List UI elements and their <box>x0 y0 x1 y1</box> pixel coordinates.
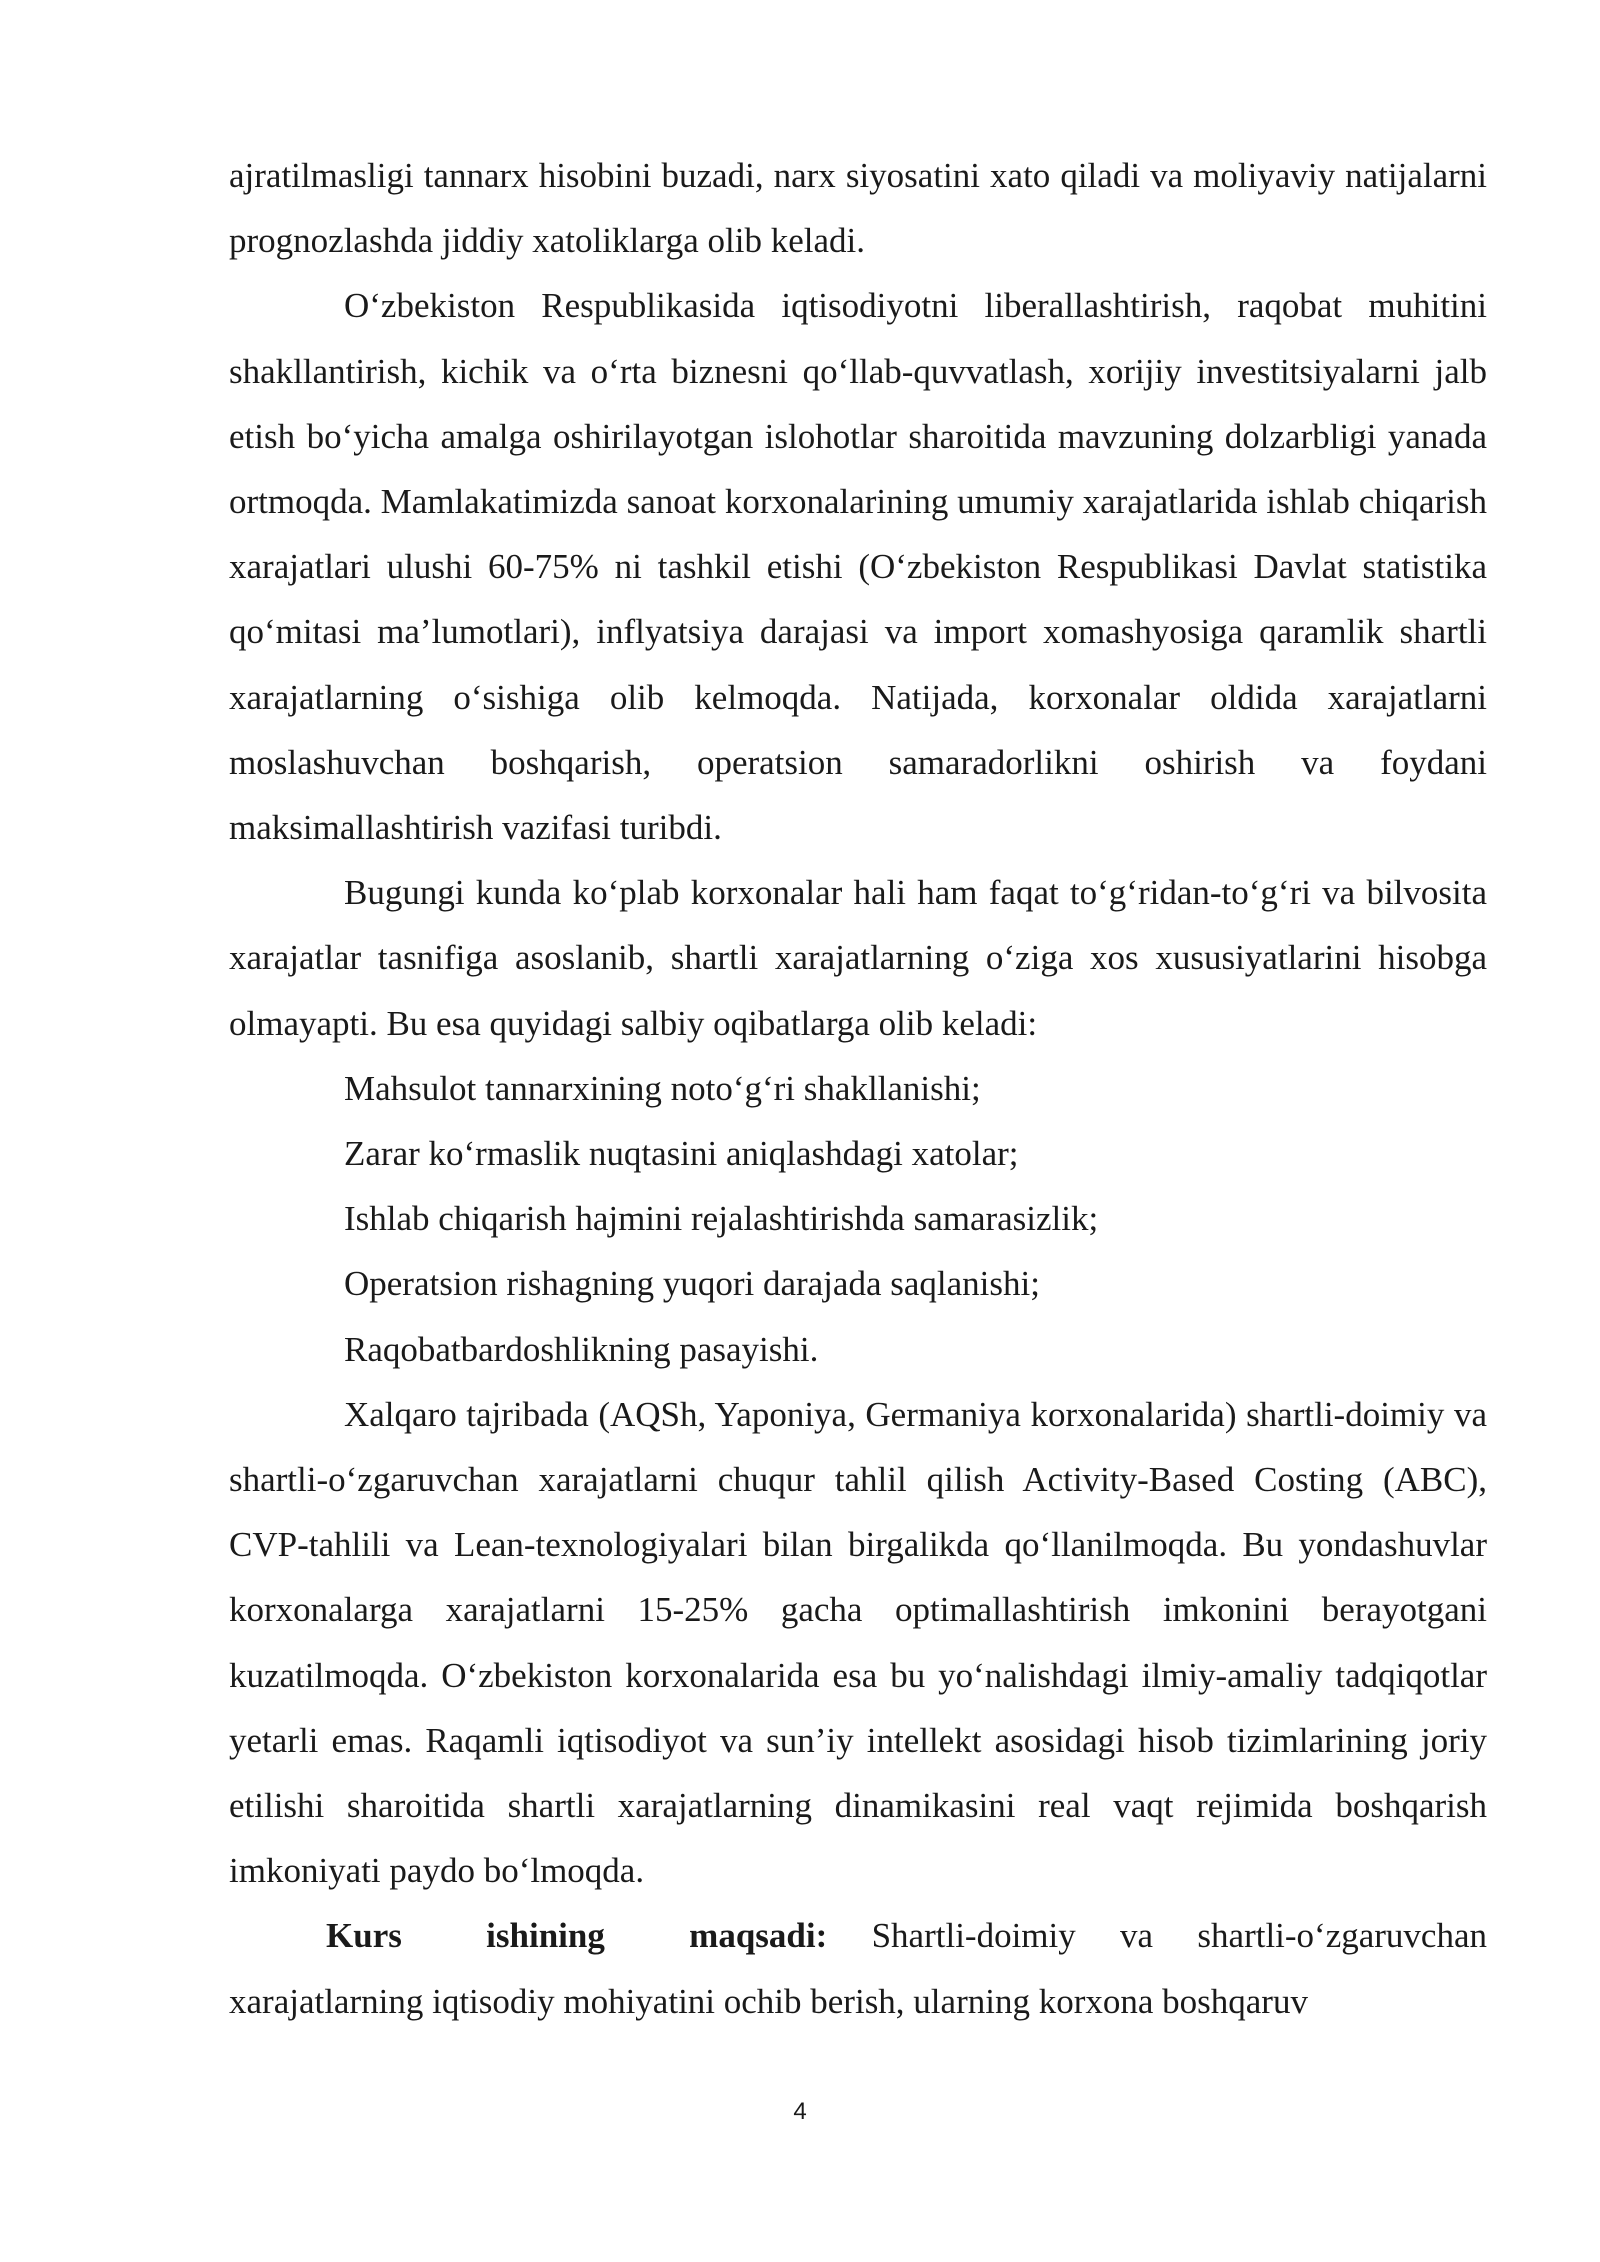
objective-heading: Kurs ishining maqsadi: <box>326 1916 828 1956</box>
list-item: Raqobatbardoshlikning pasayishi. <box>344 1329 819 1369</box>
objective-text: Shartli-doimiy va shartli-o‘zgaruvchan xarajatlarning iqtisodiy mohiyatini ochib berish, ularning korxona boshqaruv <box>229 1916 1487 2021</box>
list-item: Zarar ko‘rmaslik nuqtasini aniqlashdagi xatolar; <box>344 1134 1019 1174</box>
paragraph-international-experience: Xalqaro tajribada (AQSh, Yaponiya, Germaniya korxonalarida) shartli-doimiy va shartli-o‘zgaruvchan xarajatlarni chuqur tahlil qilish Activity-Based Costing (ABC), CVP-tahlili va Lean-texnologiyalari bilan birgalikda qo‘llanilmoqda. Bu yondashuvlar korxonalarga xarajatlarni 15-25% gacha optimallashtirish imkonini berayotgani kuzatilmoqda. O‘zbekiston korxonalarida esa bu yo‘nalishdagi ilmiy-amaliy tadqiqotlar yetarli emas. Raqamli iqtisodiyot va sun’iy intellekt asosidagi hisob tizimlarining joriy etilishi sharoitida shartli xarajatlarning dinamikasini real vaqt rejimida boshqarish imkoniyati paydo bo‘lmoqda. <box>229 1394 1487 1891</box>
list-item: Ishlab chiqarish hajmini rejalashtirishda samarasizlik; <box>344 1199 1099 1239</box>
document-body <box>229 143 1487 2034</box>
list-item: Operatsion rishagning yuqori darajada saqlanishi; <box>344 1264 1040 1304</box>
list-item: Mahsulot tannarxining noto‘g‘ri shakllanishi; <box>344 1068 981 1108</box>
paragraph-problem: Bugungi kunda ko‘plab korxonalar hali ham faqat to‘g‘ridan-to‘g‘ri va bilvosita xarajatlar tasnifiga asoslanib, shartli xarajatlarning o‘ziga xos xususiyatlarini hisobga olmayapti. Bu esa quyidagi salbiy oqibatlarga olib keladi: <box>229 873 1487 1043</box>
paragraph-relevance: O‘zbekiston Respublikasida iqtisodiyotni liberallashtirish, raqobat muhitini shakllantirish, kichik va o‘rta biznesni qo‘llab-quvvatlash, xorijiy investitsiyalarni jalb etish bo‘yicha amalga oshirilayotgan islohotlar sharoitida mavzuning dolzarbligi yanada ortmoqda. Mamlakatimizda sanoat korxonalarining umumiy xarajatlarida ishlab chiqarish xarajatlari ulushi 60-75% ni tashkil etishi (O‘zbekiston Respublikasi Davlat statistika qo‘mitasi ma’lumotlari), inflyatsiya darajasi va import xomashyosiga qaramlik shartli xarajatlarning o‘sishiga olib kelmoqda. Natijada, korxonalar oldida xarajatlarni moslashuvchan boshqarish, operatsion samaradorlikni oshirish va foydani maksimallashtirish vazifasi turibdi. <box>229 286 1487 848</box>
paragraph-objective <box>229 1903 1487 2033</box>
consequences-list <box>229 1056 1487 1382</box>
page-number: 4 <box>793 2098 807 2125</box>
paragraph-continuation: ajratilmasligi tannarx hisobini buzadi, narx siyosatini xato qiladi va moliyaviy natijalarni prognozlashda jiddiy xatoliklarga olib keladi. <box>229 156 1487 261</box>
